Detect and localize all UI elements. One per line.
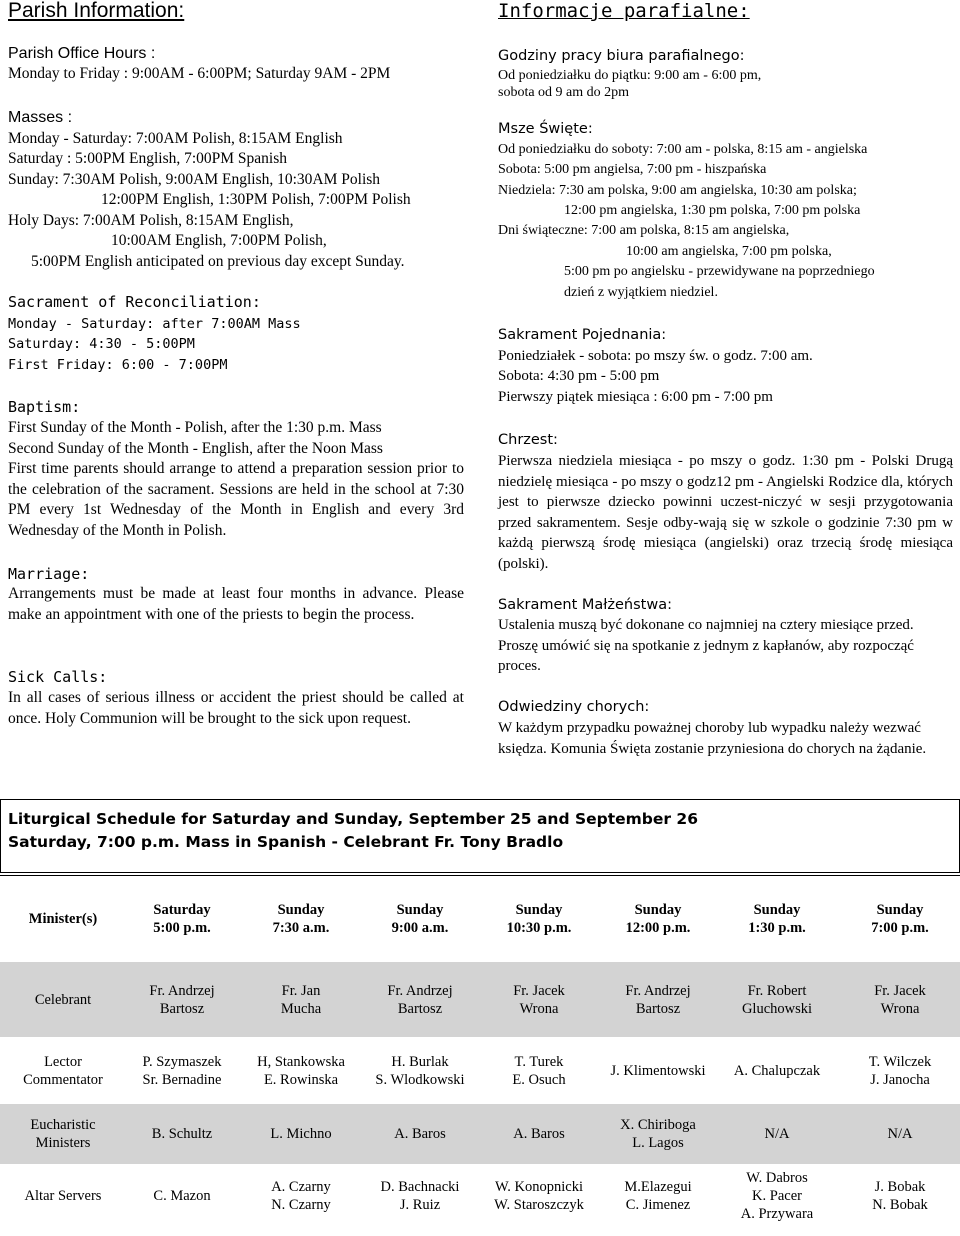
mass-line: Sunday: 7:30AM Polish, 9:00AM English, 10:30AM Polish [8,171,381,188]
roster-cell [238,1104,364,1164]
roster-cell-line: Sunday [515,902,563,918]
roster-cell-line: Gluchowski [741,1000,813,1017]
roster-cell-line: Wrona [519,1000,559,1017]
roster-cell [476,1104,602,1164]
roster-row [0,1164,960,1227]
liturgical-schedule-box [0,799,960,873]
roster-cell-line: 7:30 a.m. [272,920,330,936]
roster-row [0,962,960,1037]
roster-cell-line: N. Bobak [872,1196,928,1213]
mass-line: Holy Days: 7:00AM Polish, 8:15AM English, [8,212,294,229]
roster-cell [602,876,714,963]
mass-line: Saturday : 5:00PM English, 7:00PM Spanish [8,150,288,167]
reconciliation-line-pl: Pierwszy piątek miesiąca : 6:00 pm - 7:00 pm [498,389,773,405]
roster-cell-line: T. Wilczek [868,1053,932,1070]
roster-cell-line: J. Klimentowski [610,1062,706,1079]
roster-cell-line: J. Bobak [874,1178,926,1195]
mass-line: 5:00PM English anticipated on previous day except Sunday. [31,253,405,270]
sick-calls-heading: Sick Calls: [8,668,108,686]
roster-cell-line: N/A [764,1126,790,1142]
roster-cell [840,1104,960,1164]
roster-cell-line: A. Czarny [271,1178,331,1195]
roster-cell-line: Sunday [634,902,682,918]
roster-role-cell [0,1104,126,1164]
roster-cell [364,1104,476,1164]
mass-line-pl: Dni świąteczne: 7:00 am polska, 8:15 am angielska, [498,223,790,238]
roster-row [0,1037,960,1104]
roster-cell [476,962,602,1037]
mass-line-pl: Sobota: 5:00 pm angielsa, 7:00 pm - hiszpańska [498,162,767,177]
roster-cell [126,1037,238,1104]
office-hours-heading: Parish Office Hours : [8,45,156,62]
roster-cell-line: A. Chalupczak [733,1062,821,1079]
roster-cell [714,1164,840,1227]
mass-line: 12:00PM English, 1:30PM Polish, 7:00PM Polish [101,191,411,208]
roster-cell-line: Fr. Andrzej [149,982,215,999]
roster-cell-line: W. Staroszczyk [494,1196,584,1213]
sick-calls-text: In all cases of serious illness or accident the priest should be called at once. Holy Communion will be brought to the sick upon request. [8,689,464,727]
roster-cell-line: Bartosz [159,1000,205,1017]
roster-cell-line: X. Chiriboga [620,1117,696,1133]
roster-cell-line: J. Janocha [870,1071,930,1088]
roster-cell-line: A. Przywara [740,1205,814,1222]
baptism-line: First Sunday of the Month - Polish, after the 1:30 p.m. Mass [8,419,382,436]
roster-cell-line: A. Baros [513,1126,565,1142]
roster-cell-line: Fr. Jacek [513,982,565,999]
roster-role-cell [0,962,126,1037]
roster-cell [840,1164,960,1227]
roster-cell-line: 1:30 p.m. [748,920,806,936]
roster-role-cell [0,1164,126,1227]
office-hours-heading-pl: Godziny pracy biura parafialnego: [498,48,745,64]
schedule-title: Liturgical Schedule for Saturday and Sunday, September 25 and September 26 [8,810,698,828]
roster-role-cell [0,876,126,963]
roster-cell-line: C. Mazon [153,1187,211,1204]
roster-cell [840,962,960,1037]
polish-title: Informacje parafialne: [498,0,750,22]
office-hours-line-pl: Od poniedziałku do piątku: 9:00 am - 6:00 pm, [498,68,762,83]
baptism-paragraph: First time parents should arrange to attend a preparation session prior to the celebration of the sacrament. Sessions are held in the school at 7:30 PM every 1st Wednesday of the Month in English and every 3rd Wednesday of the Month in Polish. [8,460,464,539]
roster-cell-line: Fr. Andrzej [625,982,691,999]
roster-cell-line: Minister(s) [28,911,98,927]
roster-row [0,1104,960,1164]
reconciliation-line: First Friday: 6:00 - 7:00PM [8,357,228,373]
roster-cell-line: Sunday [876,902,924,918]
roster-cell-line: L. Michno [270,1126,332,1142]
roster-cell-line: Fr. Jacek [874,982,926,999]
baptism-heading: Baptism: [8,398,81,416]
ministers-roster-table [0,875,960,1227]
roster-cell [840,1037,960,1104]
marriage-heading-pl: Sakrament Małżeństwa: [498,597,672,613]
roster-cell [602,1164,714,1227]
roster-cell [126,876,238,963]
roster-cell-line: H. Burlak [391,1053,449,1070]
mass-line: Monday - Saturday: 7:00AM Polish, 8:15AM English [8,130,343,147]
roster-role-cell [0,1037,126,1104]
baptism-text-pl: Pierwsza niedziela miesiąca - po mszy o godz. 1:30 pm - Polski Drugą niedzielę miesiąca - po mszy o godz12 pm - Angielski Rodzice dla, których jest to pierwsze dziecko powinni uczest-niczyć w sesji przygotowania przed sakramentem. Sesje odby-wają się w szkole o godzinie 7:30 pm w każdą pierwszą środę miesiąca (angielski) oraz trzecią środę miesiąca (polski). [498,453,953,572]
roster-cell-line: T. Turek [514,1053,564,1070]
roster-cell-line: E. Rowinska [263,1071,339,1088]
mass-line-pl: dzień z wyjątkiem niedziel. [564,285,718,300]
marriage-text: Arrangements must be made at least four months in advance. Please make an appointment with one of the priests to begin the process. [8,585,464,623]
mass-line: 10:00AM English, 7:00PM Polish, [111,232,327,249]
office-hours-text: Monday to Friday : 9:00AM - 6:00PM; Saturday 9AM - 2PM [8,65,391,82]
roster-cell-line: E. Osuch [512,1071,566,1088]
roster-cell [714,962,840,1037]
english-title: Parish Information: [8,0,185,22]
roster-cell-line: Fr. Jan [281,982,321,999]
roster-cell-line: Bartosz [397,1000,443,1017]
marriage-heading: Marriage: [8,565,90,583]
roster-cell-line: B. Schultz [151,1126,213,1142]
roster-cell [364,962,476,1037]
roster-cell-line: Bartosz [635,1000,681,1017]
roster-cell [714,1104,840,1164]
roster-cell [126,1164,238,1227]
roster-cell-line: Mucha [280,1000,322,1017]
roster-cell-line: Fr. Andrzej [387,982,453,999]
roster-cell [126,962,238,1037]
baptism-heading-pl: Chrzest: [498,432,558,448]
roster-cell-line: N. Czarny [271,1196,331,1213]
roster-cell-line: Altar Servers [24,1187,102,1204]
roster-cell-line: Sunday [396,902,444,918]
roster-cell [476,876,602,963]
roster-cell [238,876,364,963]
roster-cell [476,1164,602,1227]
reconciliation-heading: Sacrament of Reconciliation: [8,293,261,311]
roster-cell-line: M.Elazegui [624,1178,692,1195]
roster-cell [364,876,476,963]
reconciliation-line: Monday - Saturday: after 7:00AM Mass [8,316,301,332]
roster-cell-line: W. Dabros [746,1169,808,1186]
roster-cell [238,1037,364,1104]
roster-cell-line: A. Baros [394,1126,446,1142]
reconciliation-heading-pl: Sakrament Pojednania: [498,327,667,343]
roster-cell-line: Lector [44,1053,82,1070]
reconciliation-line: Saturday: 4:30 - 5:00PM [8,336,195,352]
roster-cell [364,1164,476,1227]
roster-cell-line: Sr. Bernadine [142,1071,222,1088]
office-hours-line-pl: sobota od 9 am do 2pm [498,85,630,100]
roster-cell [364,1037,476,1104]
roster-cell [238,1164,364,1227]
mass-line-pl: 10:00 am angielska, 7:00 pm polska, [626,244,832,259]
roster-cell [602,962,714,1037]
roster-cell-line: Saturday [153,902,211,918]
roster-cell-line: Eucharistic [30,1117,96,1133]
mass-line-pl: 12:00 pm angielska, 1:30 pm polska, 7:00 pm polska [564,203,861,218]
roster-cell [602,1104,714,1164]
roster-cell [714,1037,840,1104]
masses-heading-pl: Msze Święte: [498,121,593,137]
roster-cell-line: K. Pacer [752,1187,802,1204]
roster-cell-line: Wrona [880,1000,920,1017]
roster-cell-line: S. Wlodkowski [375,1071,465,1088]
roster-cell-line: W. Konopnicki [494,1178,584,1195]
roster-cell-line: Commentator [23,1071,103,1088]
roster-cell-line: 12:00 p.m. [625,920,691,936]
roster-cell-line: H, Stankowska [257,1053,345,1070]
roster-cell [238,962,364,1037]
roster-header-row [0,876,960,963]
roster-cell-line: D. Bachnacki [380,1178,460,1195]
mass-line-pl: Niedziela: 7:30 am polska, 9:00 am angielska, 10:30 am polska; [498,183,857,198]
roster-cell-line: Celebrant [34,991,92,1008]
masses-heading: Masses : [8,109,73,126]
roster-cell [714,876,840,963]
sick-calls-heading-pl: Odwiedziny chorych: [498,699,650,715]
roster-cell-line: Sunday [277,902,325,918]
roster-cell-line: 7:00 p.m. [871,920,929,936]
roster-cell-line: 10:30 p.m. [506,920,572,936]
roster-cell-line: C. Jimenez [625,1196,691,1213]
schedule-subtitle: Saturday, 7:00 p.m. Mass in Spanish - Celebrant Fr. Tony Bradlo [8,833,564,851]
reconciliation-line-pl: Poniedziałek - sobota: po mszy św. o godz. 7:00 am. [498,348,813,364]
roster-cell-line: N/A [887,1126,913,1142]
marriage-text-pl: Ustalenia muszą być dokonane co najmniej na cztery miesiące przed. Proszę umówić się na spotkanie z jednym z kapłanów, aby rozpocząć proces. [498,617,914,674]
reconciliation-line-pl: Sobota: 4:30 pm - 5:00 pm [498,368,660,384]
roster-cell-line: Sunday [753,902,801,918]
roster-cell-line: L. Lagos [632,1135,684,1151]
baptism-line: Second Sunday of the Month - English, after the Noon Mass [8,440,383,457]
roster-cell-line: 5:00 p.m. [153,920,211,936]
roster-cell [476,1037,602,1104]
sick-calls-text-pl: W każdym przypadku poważnej choroby lub wypadku należy wezwać księdza. Komunia Święta zostanie przyniesiona do chorych na żądanie. [498,720,927,757]
roster-cell-line: Ministers [35,1135,91,1151]
roster-cell-line: Fr. Robert [747,982,807,999]
roster-cell [840,876,960,963]
roster-cell [602,1037,714,1104]
roster-cell [126,1104,238,1164]
roster-cell-line: J. Ruiz [399,1196,441,1213]
roster-cell-line: 9:00 a.m. [391,920,449,936]
roster-cell-line: P. Szymaszek [142,1053,222,1070]
mass-line-pl: 5:00 pm po angielsku - przewidywane na poprzedniego [564,264,875,279]
mass-line-pl: Od poniedziałku do soboty: 7:00 am - polska, 8:15 am - angielska [498,142,868,157]
